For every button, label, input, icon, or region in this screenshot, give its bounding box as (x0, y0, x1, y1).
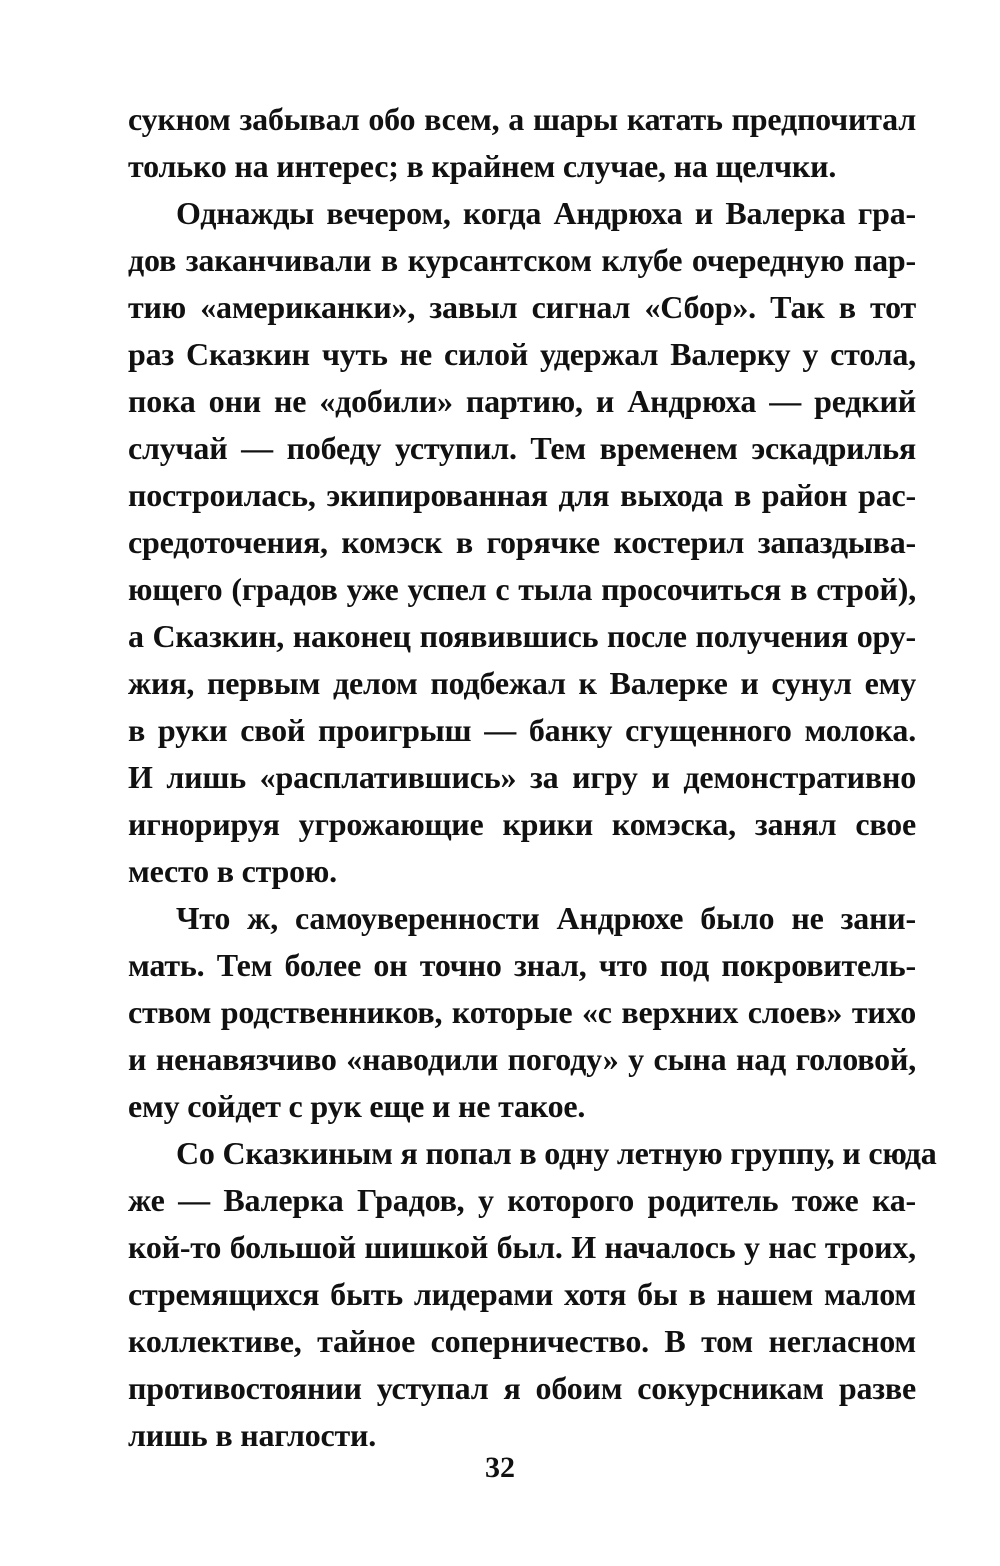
text-line: ющего (градов уже успел с тыла просочиться в строй), (128, 571, 916, 607)
text-line: И лишь «расплатившись» за игру и демонстративно (128, 759, 916, 795)
text-line: раз Сказкин чуть не силой удержал Валерку у стола, (128, 336, 916, 372)
text-line: Со Сказкиным я попал в одну летную группу, и сюда (176, 1135, 937, 1171)
text-line: сукном забывал обо всем, а шары катать предпочитал (128, 101, 916, 137)
text-line: мать. Тем более он точно знал, что под покровитель- (128, 947, 916, 983)
text-line: жия, первым делом подбежал к Валерке и сунул ему (128, 665, 916, 701)
text-line: дов заканчивали в курсантском клубе очередную пар- (128, 242, 916, 278)
text-line: Что ж, самоуверенности Андрюхе было не зани- (176, 900, 916, 936)
text-line: в руки свой проигрыш — банку сгущенного молока. (128, 712, 916, 748)
text-line: игнорируя угрожающие крики комэска, занял свое (128, 806, 916, 842)
text-line: и ненавязчиво «наводили погоду» у сына над головой, (128, 1041, 916, 1077)
text-line: противостоянии уступал я обоим сокурсникам разве (128, 1370, 916, 1406)
text-line: лишь в наглости. (128, 1417, 377, 1453)
text-line: стремящихся быть лидерами хотя бы в нашем малом (128, 1276, 916, 1312)
text-line: построилась, экипированная для выхода в район рас- (128, 477, 916, 513)
text-line: коллективе, тайное соперничество. В том негласном (128, 1323, 916, 1359)
text-line: ему сойдет с рук еще и не такое. (128, 1088, 586, 1124)
text-line: пока они не «добили» партию, и Андрюха — редкий (128, 383, 916, 419)
text-line: ством родственников, которые «с верхних слоев» тихо (128, 994, 916, 1030)
text-line: средоточения, комэск в горячке костерил запаздыва- (128, 524, 916, 560)
text-line: случай — победу уступил. Тем временем эскадрилья (128, 430, 916, 466)
text-line: тию «американки», завыл сигнал «Сбор». Так в тот (128, 289, 916, 325)
text-line: место в строю. (128, 853, 337, 889)
page-number: 32 (485, 1451, 515, 1484)
text-line: же — Валерка Градов, у которого родитель тоже ка- (128, 1182, 916, 1218)
text-line: кой-то большой шишкой был. И началось у нас троих, (128, 1229, 916, 1265)
body-text (128, 96, 937, 1459)
text-line: а Сказкин, наконец появившись после получения ору- (128, 618, 916, 654)
text-line: только на интерес; в крайнем случае, на щелчки. (128, 148, 837, 184)
text-line: Однажды вечером, когда Андрюха и Валерка гра- (176, 195, 916, 231)
